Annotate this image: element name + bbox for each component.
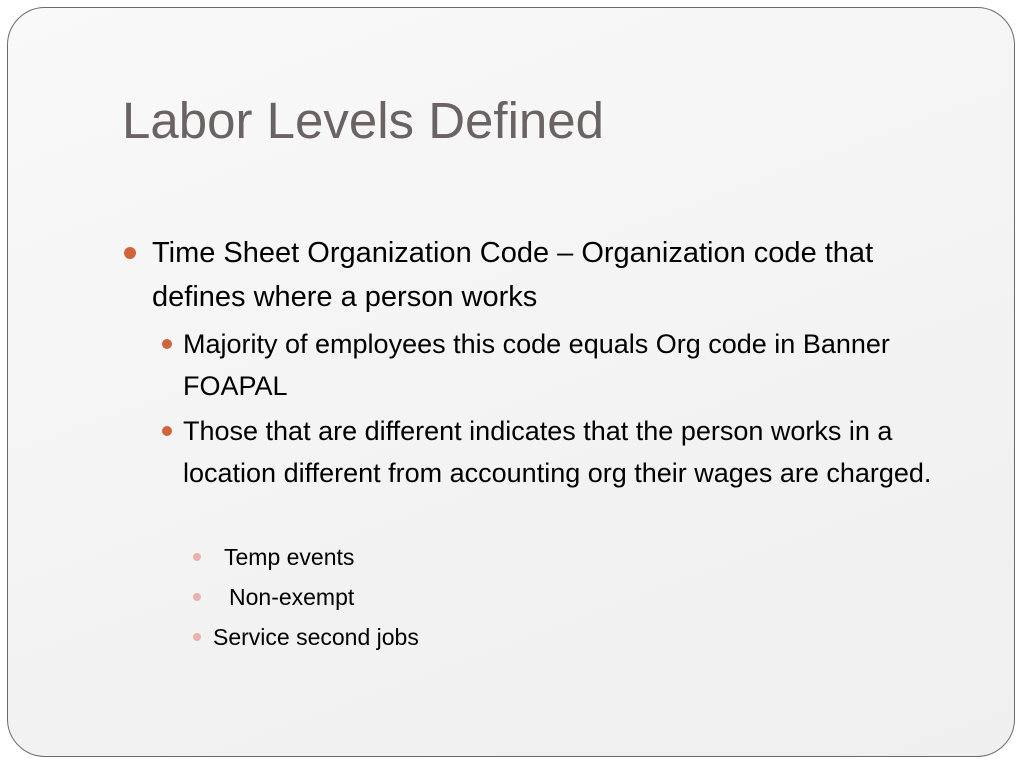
bullet-dot-icon xyxy=(193,553,201,561)
bullet-item-level2 xyxy=(183,410,983,494)
bullet-dot-icon xyxy=(162,426,172,436)
bullet-text: Majority of employees this code equals Org code in Banner FOAPAL xyxy=(183,329,890,401)
bullet-text: Temp events xyxy=(224,544,355,570)
bullet-item-level3 xyxy=(213,621,813,653)
bullet-item-level3 xyxy=(229,581,829,613)
bullet-dot-icon xyxy=(162,339,172,349)
bullet-item-level2 xyxy=(183,323,983,407)
bullet-dot-icon xyxy=(193,633,201,641)
bullet-dot-icon xyxy=(124,247,136,259)
bullet-text: Non-exempt xyxy=(229,584,355,610)
bullet-text: Time Sheet Organization Code – Organization code that defines where a person works xyxy=(152,237,874,313)
slide-frame xyxy=(7,7,1015,757)
bullet-text: Service second jobs xyxy=(213,624,419,650)
bullet-item-level1 xyxy=(152,231,972,319)
bullet-dot-icon xyxy=(193,593,201,601)
slide-title: Labor Levels Defined xyxy=(122,92,604,149)
bullet-text: Those that are different indicates that the person works in a location different from accounting org their wages are charged. xyxy=(183,416,932,488)
bullet-item-level3 xyxy=(224,541,824,573)
